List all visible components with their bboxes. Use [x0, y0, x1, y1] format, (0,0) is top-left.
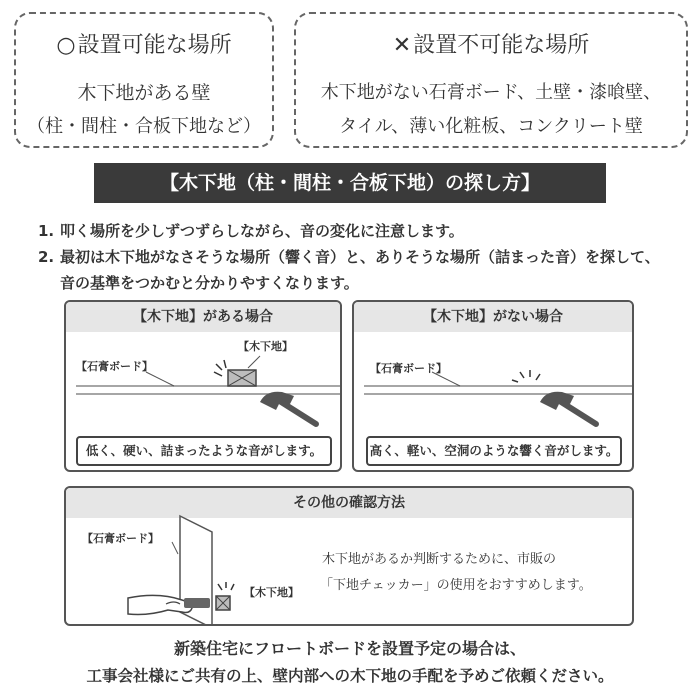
circle-mark-icon: ○: [56, 33, 76, 58]
possible-line-2: （柱・間柱・合板下地など）: [27, 116, 261, 137]
checker-recommendation-line-2: 「下地チェッカー」の使用をおすすめします。: [320, 578, 592, 593]
panel-without-stud-title: 【木下地】がない場合: [354, 302, 632, 332]
stud-checker-icon: [184, 598, 210, 608]
step-2-continued: 音の基準をつかむと分かりやすくなります。: [60, 274, 359, 292]
board-label: 【石膏ボード】: [82, 532, 159, 545]
footer-line-2: 工事会社様にご共有の上、壁内部への木下地の手配を予めご依頼ください。: [86, 667, 614, 685]
how-to-find-banner: 【木下地（柱・間柱・合板下地）の探し方】: [94, 163, 606, 203]
impact-lines-icon: [512, 370, 540, 382]
board-label: 【石膏ボード】: [76, 360, 153, 373]
impossible-title: ✕設置不可能な場所: [392, 33, 590, 58]
impact-lines-icon: [218, 582, 234, 590]
possible-line-1: 木下地がある壁: [77, 82, 211, 104]
possible-locations-box: [14, 12, 274, 148]
other-method-title: その他の確認方法: [66, 488, 632, 518]
panel-with-stud-title: 【木下地】がある場合: [66, 302, 340, 332]
stud-icon: [228, 370, 256, 386]
footer-line-1: 新築住宅にフロートボードを設置予定の場合は、: [173, 639, 526, 658]
high-sound-description: 高く、軽い、空洞のような響く音がします。: [366, 436, 622, 466]
stud-label: 【木下地】: [238, 340, 293, 353]
stud-label: 【木下地】: [244, 586, 299, 599]
other-method-panel: [64, 486, 634, 626]
panel-with-stud: [64, 300, 342, 472]
hammer-icon: [540, 392, 596, 424]
impact-lines-icon: [214, 360, 226, 376]
panel-without-stud: [352, 300, 634, 472]
low-sound-description: 低く、硬い、詰まったような音がします。: [76, 436, 332, 466]
step-2: 2. 最初は木下地がなさそうな場所（響く音）と、ありそうな場所（詰まった音）を探して、: [38, 248, 660, 266]
impossible-locations-box: [294, 12, 688, 148]
step-1: 1. 叩く場所を少しずつずらしながら、音の変化に注意します。: [38, 222, 464, 240]
board-label: 【石膏ボード】: [370, 362, 447, 375]
hammer-icon: [260, 392, 316, 424]
impossible-line-2: タイル、薄い化粧板、コンクリート壁: [339, 116, 643, 137]
possible-title: ○設置可能な場所: [56, 33, 232, 58]
checker-recommendation-line-1: 木下地があるか判断するために、市販の: [322, 552, 557, 567]
impossible-line-1: 木下地がない石膏ボード、土壁・漆喰壁、: [320, 82, 662, 103]
stud-icon: [216, 596, 230, 610]
cross-mark-icon: ✕: [392, 33, 412, 58]
